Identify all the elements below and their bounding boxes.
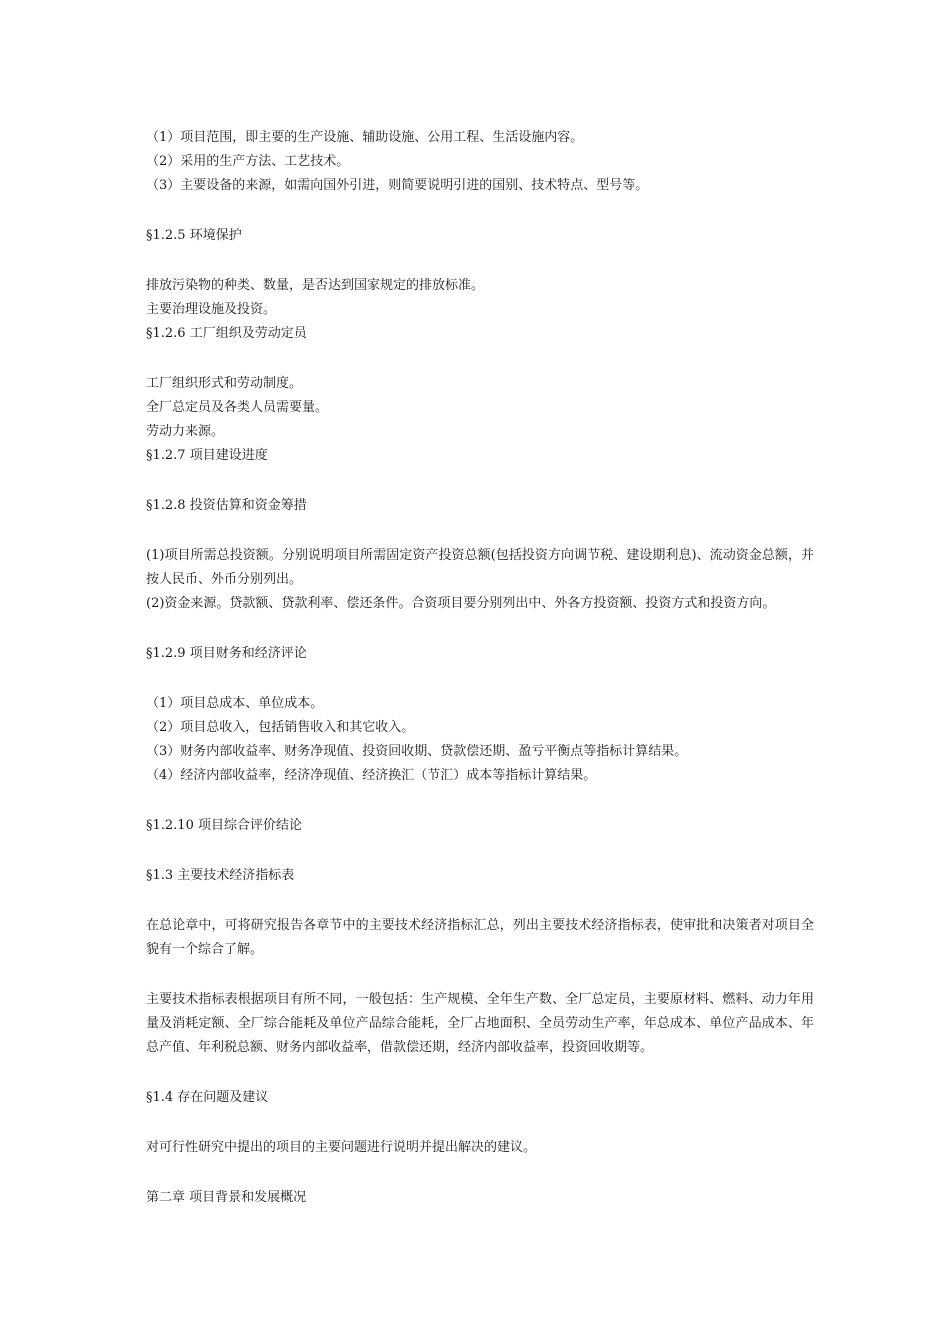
section-paragraph: (1)项目所需总投资额。分别说明项目所需固定资产投资总额(包括投资方向调节税、建设期利息)、流动资金总额，并按人民币、外币分别列出。 — [146, 548, 814, 587]
section-paragraph: (2)资金来源。贷款额、贷款利率、偿还条件。合资项目要分别列出中、外各方投资额、投资方式和投资方向。 — [146, 596, 776, 611]
intro-list-item: （3）主要设备的来源，如需向国外引进，则简要说明引进的国别、技术特点、型号等。 — [146, 178, 649, 193]
section-line: 全厂总定员及各类人员需要量。 — [146, 400, 329, 415]
section-line: （3）财务内部收益率、财务净现值、投资回收期、贷款偿还期、盈亏平衡点等指标计算结果。 — [146, 744, 688, 759]
section-heading-1-2-6: §1.2.6 工厂组织及劳动定员 — [146, 326, 307, 341]
section-line: （1）项目总成本、单位成本。 — [146, 696, 324, 711]
section-line: 排放污染物的种类、数量，是否达到国家规定的排放标准。 — [146, 278, 485, 293]
section-heading-1-2-8: §1.2.8 投资估算和资金筹措 — [146, 498, 307, 513]
section-heading-1-2-10: §1.2.10 项目综合评价结论 — [146, 818, 302, 833]
section-paragraph: 对可行性研究中提出的项目的主要问题进行说明并提出解决的建议。 — [146, 1140, 537, 1155]
section-line: 劳动力来源。 — [146, 424, 225, 439]
intro-list-item: （1）项目范围，即主要的生产设施、辅助设施、公用工程、生活设施内容。 — [146, 130, 584, 145]
section-heading-1-2-7: §1.2.7 项目建设进度 — [146, 448, 268, 463]
section-line: 主要治理设施及投资。 — [146, 302, 277, 317]
section-heading-1-2-9: §1.2.9 项目财务和经济评论 — [146, 646, 307, 661]
intro-list-item: （2）采用的生产方法、工艺技术。 — [146, 154, 350, 169]
chapter-heading-2: 第二章 项目背景和发展概况 — [146, 1190, 307, 1205]
section-heading-1-4: §1.4 存在问题及建议 — [146, 1090, 269, 1105]
section-heading-1-3: §1.3 主要技术经济指标表 — [146, 868, 295, 883]
section-line: （4）经济内部收益率，经济净现值、经济换汇（节汇）成本等指标计算结果。 — [146, 768, 597, 783]
document-page — [146, 126, 814, 1210]
section-line: （2）项目总收入，包括销售收入和其它收入。 — [146, 720, 415, 735]
section-heading-1-2-5: §1.2.5 环境保护 — [146, 228, 242, 243]
section-paragraph: 主要技术指标表根据项目有所不同，一般包括：生产规模、全年生产数、全厂总定员，主要原材料、燃料、动力年用量及消耗定额、全厂综合能耗及单位产品综合能耗，全厂占地面积、全员劳动生产率，年总成本、单位产品成本、年总产值、年利税总额、财务内部收益率，借款偿还期，经济内部收益率，投资回收期等。 — [146, 992, 814, 1055]
section-line: 工厂组织形式和劳动制度。 — [146, 376, 303, 391]
section-paragraph: 在总论章中，可将研究报告各章节中的主要技术经济指标汇总，列出主要技术经济指标表，使审批和决策者对项目全貌有一个综合了解。 — [146, 918, 814, 957]
